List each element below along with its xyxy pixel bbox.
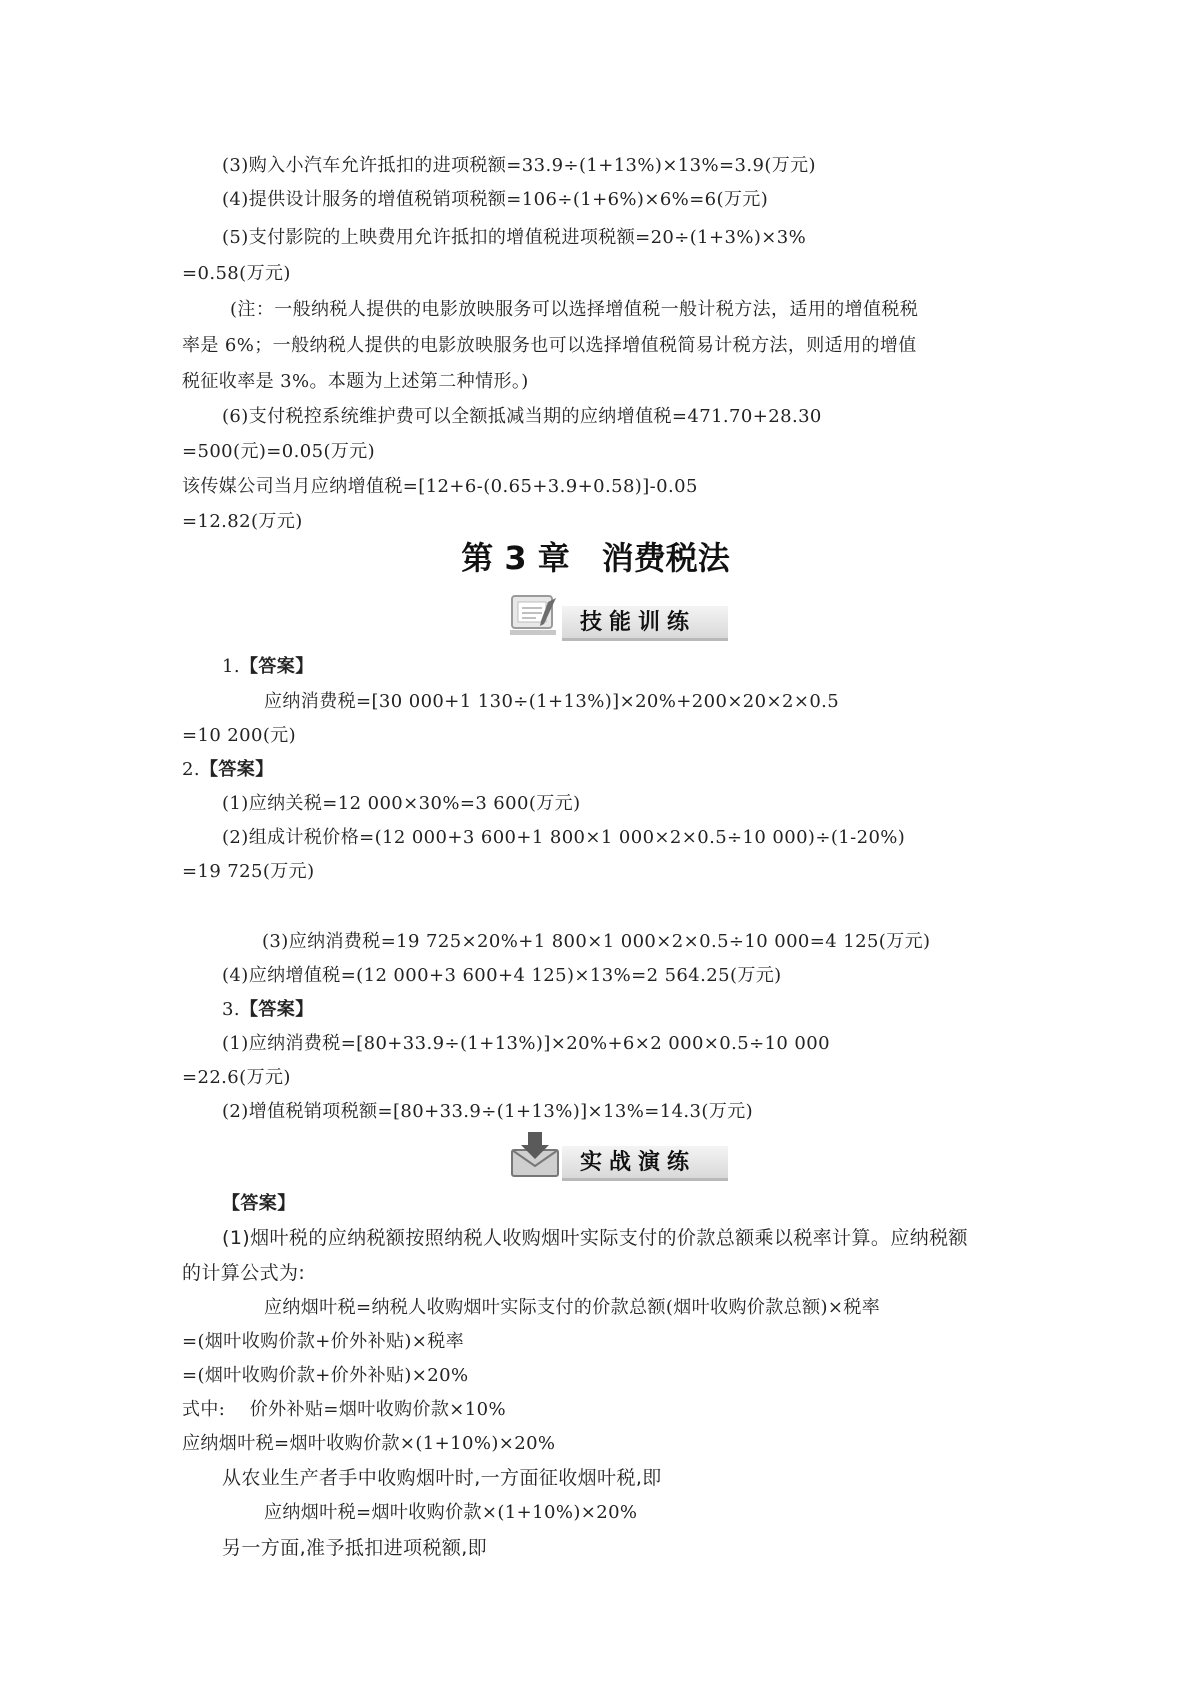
chapter-title: 第 3 章 消费税法 — [461, 539, 730, 577]
answer-number: 1. — [222, 656, 240, 677]
answer-label: 【答案】 — [222, 1193, 296, 1214]
text-line: (3)购入小汽车允许抵扣的进项税额=33.9÷(1+13%)×13%=3.9(万元) — [222, 155, 816, 176]
banner-label: 实战演练 — [580, 1150, 697, 1175]
text-line: =12.82(万元) — [182, 511, 303, 532]
text-line: (3)应纳消费税=19 725×20%+1 800×1 000×2×0.5÷10 000=4 125(万元) — [262, 931, 931, 952]
formula-line: 式中: 价外补贴=烟叶收购价款×10% — [182, 1399, 506, 1420]
notebook-pencil-icon — [508, 590, 568, 640]
answer-number: 2. — [182, 759, 200, 780]
note-line: (注：一般纳税人提供的电影放映服务可以选择增值税一般计税方法，适用的增值税税 — [230, 299, 919, 320]
text-line: =22.6(万元) — [182, 1067, 291, 1088]
note-line: 税征收率是 3%。本题为上述第二种情形。) — [182, 371, 529, 392]
section-banner-skill-training — [508, 590, 734, 640]
answer-label: 【答案】 — [200, 759, 274, 780]
formula-line: =(烟叶收购价款+价外补贴)×税率 — [182, 1331, 465, 1352]
answer-number: 3. — [222, 999, 240, 1020]
text-line: 从农业生产者手中收购烟叶时,一方面征收烟叶税,即 — [222, 1467, 662, 1489]
text-line: (1)烟叶税的应纳税额按照纳税人收购烟叶实际支付的价款总额乘以税率计算。应纳税额 — [222, 1227, 968, 1249]
formula-line: 应纳烟叶税=烟叶收购价款×(1+10%)×20% — [182, 1433, 556, 1454]
text-line: (5)支付影院的上映费用允许抵扣的增值税进项税额=20÷(1+3%)×3% — [222, 227, 807, 248]
formula-line: =(烟叶收购价款+价外补贴)×20% — [182, 1365, 469, 1386]
formula-line: 应纳烟叶税=纳税人收购烟叶实际支付的价款总额(烟叶收购价款总额)×税率 — [264, 1297, 881, 1318]
text-line: (6)支付税控系统维护费可以全额抵减当期的应纳增值税=471.70+28.30 — [222, 406, 822, 427]
banner-label: 技能训练 — [580, 610, 697, 635]
text-line: (4)应纳增值税=(12 000+3 600+4 125)×13%=2 564.25(万元) — [222, 965, 782, 986]
text-line: (2)组成计税价格=(12 000+3 600+1 800×1 000×2×0.5÷10 000)÷(1-20%) — [222, 827, 906, 848]
text-line: =500(元)=0.05(万元) — [182, 441, 376, 462]
text-line: 另一方面,准予抵扣进项税额,即 — [222, 1537, 488, 1559]
envelope-download-icon — [508, 1130, 568, 1180]
answer-label: 【答案】 — [240, 999, 314, 1020]
text-line: 的计算公式为: — [182, 1262, 306, 1284]
text-line: =19 725(万元) — [182, 861, 315, 882]
text-line: 该传媒公司当月应纳增值税=[12+6-(0.65+3.9+0.58)]-0.05 — [182, 476, 698, 497]
note-line: 率是 6%；一般纳税人提供的电影放映服务也可以选择增值税简易计税方法，则适用的增值 — [182, 335, 917, 356]
text-line: 应纳消费税=[30 000+1 130÷(1+13%)]×20%+200×20×2×0.5 — [264, 691, 840, 712]
text-line: (1)应纳消费税=[80+33.9÷(1+13%)]×20%+6×2 000×0.5÷10 000 — [222, 1033, 830, 1054]
text-line: (2)增值税销项税额=[80+33.9÷(1+13%)]×13%=14.3(万元) — [222, 1101, 754, 1122]
text-line: (4)提供设计服务的增值税销项税额=106÷(1+6%)×6%=6(万元) — [222, 189, 769, 210]
text-line: =0.58(万元) — [182, 263, 291, 284]
answer-label: 【答案】 — [240, 656, 314, 677]
formula-line: 应纳烟叶税=烟叶收购价款×(1+10%)×20% — [264, 1502, 638, 1523]
section-banner-practice — [508, 1130, 734, 1180]
text-line: =10 200(元) — [182, 725, 297, 746]
text-line: (1)应纳关税=12 000×30%=3 600(万元) — [222, 793, 581, 814]
